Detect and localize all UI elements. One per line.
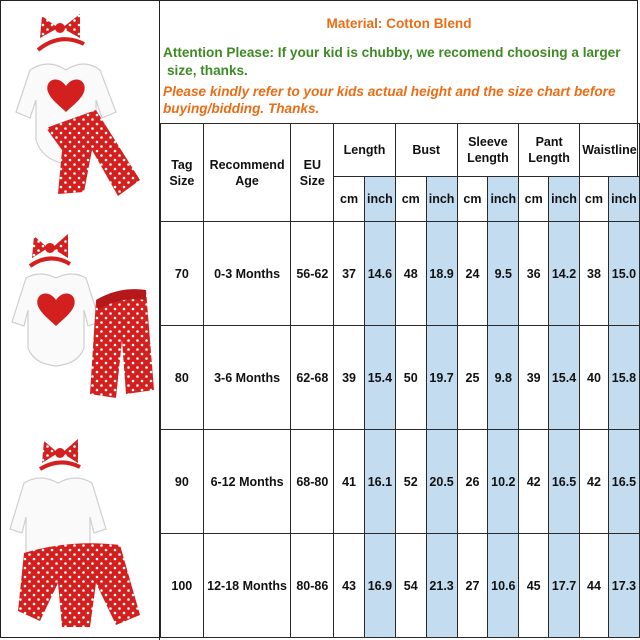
cell-pant-cm: 39 — [519, 326, 549, 430]
cell-tag-size: 90 — [161, 430, 204, 534]
cell-bust-cm: 54 — [395, 534, 426, 638]
cell-length-inch: 16.9 — [364, 534, 395, 638]
cell-tag-size: 100 — [161, 534, 204, 638]
cell-eu-size: 80-86 — [291, 534, 334, 638]
polka-pants-icon — [18, 543, 140, 627]
cell-sleeve-inch: 9.5 — [488, 222, 519, 326]
cell-pant-inch: 15.4 — [549, 326, 580, 430]
cell-sleeve-cm: 27 — [457, 534, 488, 638]
header-text: Sleeve — [468, 135, 508, 149]
table-row — [161, 222, 640, 326]
cell-tag-size: 70 — [161, 222, 204, 326]
cell-age: 6-12 Months — [203, 430, 291, 534]
attention-note-continued: size, thanks. — [167, 63, 248, 78]
header-tag-size — [161, 124, 204, 222]
unit-inch: inch — [608, 177, 639, 222]
cell-length-cm: 37 — [334, 222, 365, 326]
cell-length-cm: 43 — [334, 534, 365, 638]
cell-waist-cm: 44 — [579, 534, 608, 638]
cell-pant-cm: 45 — [519, 534, 549, 638]
header-text: Length — [467, 151, 509, 165]
headband-icon — [38, 14, 84, 50]
table-header-row — [161, 124, 640, 177]
attention-note: Attention Please: If your kid is chubby, we recomend choosing a larger — [163, 45, 621, 60]
header-text: Tag — [171, 157, 193, 172]
size-chart-table — [160, 123, 640, 638]
headband-icon — [30, 234, 70, 266]
header-eu-size — [291, 124, 334, 222]
cell-length-inch: 16.1 — [364, 430, 395, 534]
table-row — [161, 430, 640, 534]
bodysuit-icon — [12, 274, 100, 366]
size-advice-note: Please kindly refer to your kids actual height and the size chart before — [163, 84, 616, 99]
outfit-photo-2 — [0, 230, 160, 420]
header-text: Recommend — [209, 157, 285, 172]
unit-inch: inch — [426, 177, 457, 222]
cell-pant-inch: 14.2 — [549, 222, 580, 326]
cell-age: 3-6 Months — [203, 326, 291, 430]
unit-inch: inch — [549, 177, 580, 222]
cell-waist-cm: 38 — [579, 222, 608, 326]
size-advice-note-continued: buying/bidding. Thanks. — [163, 101, 320, 116]
cell-eu-size: 68-80 — [291, 430, 334, 534]
cell-tag-size: 80 — [161, 326, 204, 430]
header-length: Length — [334, 124, 396, 177]
cell-pant-cm: 36 — [519, 222, 549, 326]
cell-pant-inch: 17.7 — [549, 534, 580, 638]
header-bust: Bust — [395, 124, 457, 177]
cell-bust-inch: 21.3 — [426, 534, 457, 638]
header-waistline: Waistline — [579, 124, 639, 177]
cell-eu-size: 56-62 — [291, 222, 334, 326]
cell-length-cm: 39 — [334, 326, 365, 430]
unit-cm: cm — [457, 177, 488, 222]
cell-bust-cm: 52 — [395, 430, 426, 534]
cell-sleeve-inch: 10.2 — [488, 430, 519, 534]
cell-age: 0-3 Months — [203, 222, 291, 326]
cell-waist-cm: 40 — [579, 326, 608, 430]
cell-sleeve-cm: 24 — [457, 222, 488, 326]
header-text: Size — [299, 173, 325, 188]
unit-cm: cm — [519, 177, 549, 222]
header-recommend-age — [203, 124, 291, 222]
cell-sleeve-cm: 26 — [457, 430, 488, 534]
table-row — [161, 534, 640, 638]
product-photos-column — [0, 0, 160, 640]
header-area — [160, 0, 638, 124]
material-label: Material: Cotton Blend — [326, 16, 472, 31]
unit-cm: cm — [579, 177, 608, 222]
cell-bust-cm: 48 — [395, 222, 426, 326]
cell-pant-inch: 16.5 — [549, 430, 580, 534]
unit-cm: cm — [334, 177, 365, 222]
header-text: Pant — [535, 135, 563, 149]
cell-bust-cm: 50 — [395, 326, 426, 430]
cell-sleeve-inch: 9.8 — [488, 326, 519, 430]
cell-length-cm: 41 — [334, 430, 365, 534]
cell-length-inch: 15.4 — [364, 326, 395, 430]
outfit-photo-1 — [0, 0, 160, 210]
cell-bust-inch: 19.7 — [426, 326, 457, 430]
header-sleeve-length — [457, 124, 519, 177]
unit-inch: inch — [488, 177, 519, 222]
cell-length-inch: 14.6 — [364, 222, 395, 326]
cell-sleeve-cm: 25 — [457, 326, 488, 430]
headband-icon — [40, 439, 80, 469]
polka-pants-icon — [90, 289, 154, 398]
table-row — [161, 326, 640, 430]
header-text: Size — [169, 173, 195, 188]
header-text: EU — [303, 157, 321, 172]
cell-waist-inch: 15.8 — [608, 326, 639, 430]
cell-waist-cm: 42 — [579, 430, 608, 534]
cell-age: 12-18 Months — [203, 534, 291, 638]
cell-waist-inch: 16.5 — [608, 430, 639, 534]
header-pant-length — [519, 124, 580, 177]
unit-inch: inch — [364, 177, 395, 222]
unit-cm: cm — [395, 177, 426, 222]
outfit-photo-3 — [0, 435, 160, 635]
header-text: Age — [235, 173, 259, 188]
cell-bust-inch: 18.9 — [426, 222, 457, 326]
cell-waist-inch: 17.3 — [608, 534, 639, 638]
cell-pant-cm: 42 — [519, 430, 549, 534]
cell-waist-inch: 15.0 — [608, 222, 639, 326]
cell-sleeve-inch: 10.6 — [488, 534, 519, 638]
cell-eu-size: 62-68 — [291, 326, 334, 430]
header-text: Length — [528, 151, 570, 165]
cell-bust-inch: 20.5 — [426, 430, 457, 534]
